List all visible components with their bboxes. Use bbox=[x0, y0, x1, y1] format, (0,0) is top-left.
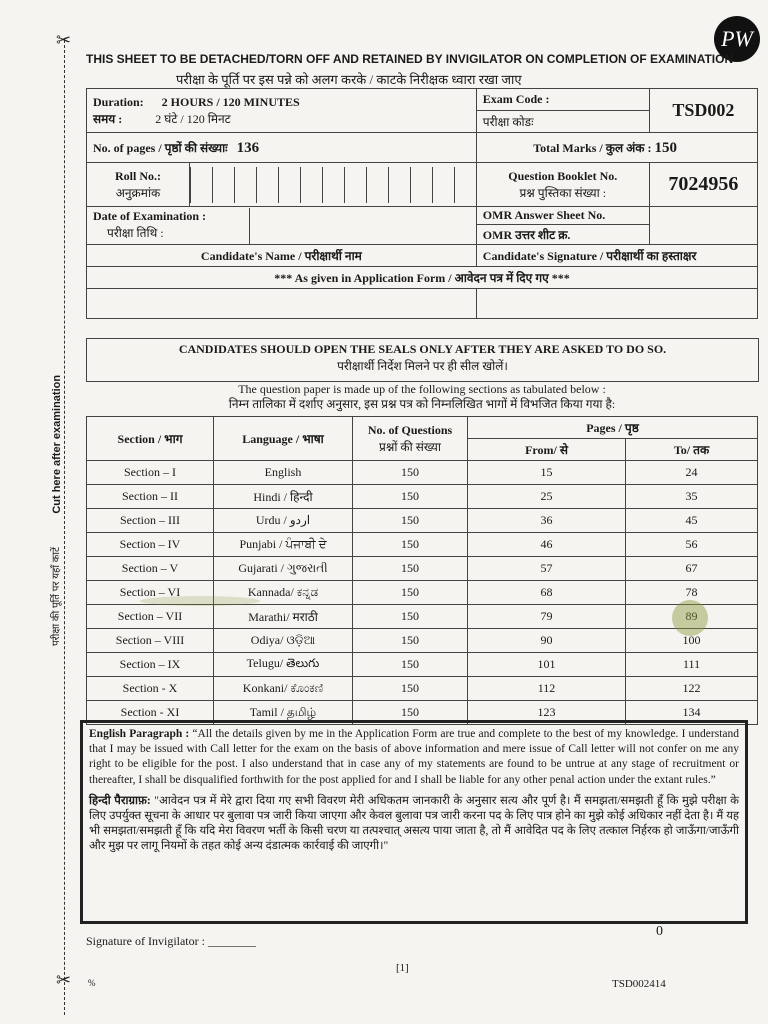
cell-from: 46 bbox=[468, 533, 626, 557]
cell-language: Konkani/ ಕೊಂಕಣಿ bbox=[214, 677, 353, 701]
booklet-number: 7024956 bbox=[649, 163, 757, 207]
cell-from: 79 bbox=[468, 605, 626, 629]
cell-to: 24 bbox=[626, 461, 758, 485]
cell-from: 57 bbox=[468, 557, 626, 581]
cell-q: 150 bbox=[353, 485, 468, 509]
cell-from: 68 bbox=[468, 581, 626, 605]
cell-section: Section - X bbox=[87, 677, 214, 701]
header-to: To/ तक bbox=[626, 439, 758, 461]
cell-section: Section – III bbox=[87, 509, 214, 533]
candidate-name-label: Candidate's Name / परीक्षार्थी नाम bbox=[87, 245, 477, 267]
cell-to: 45 bbox=[626, 509, 758, 533]
cell-to: 67 bbox=[626, 557, 758, 581]
cell-q: 150 bbox=[353, 653, 468, 677]
table-row bbox=[87, 629, 758, 653]
stain bbox=[140, 596, 260, 606]
cell-section: Section – I bbox=[87, 461, 214, 485]
pw-logo: PW bbox=[714, 16, 760, 62]
exam-code-label: Exam Code : bbox=[476, 89, 649, 111]
table-row bbox=[87, 533, 758, 557]
declaration-box: English Paragraph : “All the details given by me in the Application Form are true and complete to the best of my knowledge. I understand that I may be issued with Call letter for the exam on the basis of above information and mere issue of Call letter will not confer on me any right to be eligible for the post. I also understand that in case any of my statements are found to be untrue at any stage of recruitment or thereafter, I shall be disqualified forthwith for the post applied for and I shall be liable for any other penal action under the extant rules.” हिन्दी पैराग्राफ़: "आवेदन पत्र में मेरे द्वारा दिया गए सभी विवरण मेरी अधिकतम जानकारी के अनुसार सत्य और पूर्ण है। मैं समझता/समझती हूँ कि मुझे परीक्षा के लिए उपर्युक्त सूचना के आधार पर बुलावा पत्र जारी किया जाएगा और केवल बुलावा पत्र जारी करना पद के लिए पात्र होने का मुझे कोई अधिकार नहीं देता है। मैं यह भी समझता/समझती हूँ कि यदि मेरा विवरण भर्ती के किसी चरण या तत्पश्चात् असत्य पाया जाता है, तो मैं आवेदित पद के लिए तत्काल निर्हरक हो जाऊँगा/जाऊँगी और मुझ पर लागू नियमों के तहत कोई अन्य दंडात्मक कार्रवाई की जाएगी।" bbox=[80, 720, 748, 924]
table-row bbox=[87, 677, 758, 701]
invigilator-signature: Signature of Invigilator : ________ bbox=[86, 934, 256, 948]
as-given-note: *** As given in Application Form / आवेदन पत्र में दिए गए *** bbox=[87, 267, 758, 289]
cell-from: 101 bbox=[468, 653, 626, 677]
cell-from: 15 bbox=[468, 461, 626, 485]
cell-q: 150 bbox=[353, 557, 468, 581]
cell-from: 123 bbox=[468, 701, 626, 725]
cell-q: 150 bbox=[353, 581, 468, 605]
candidate-signature-label: Candidate's Signature / परीक्षार्थी का हस्ताक्षर bbox=[476, 245, 757, 267]
cell-to: 122 bbox=[626, 677, 758, 701]
cell-to: 78 bbox=[626, 581, 758, 605]
duration-cell: Duration: 2 HOURS / 120 MINUTES समय : 2 घंटे / 120 मिनट bbox=[87, 89, 477, 133]
cell-from: 112 bbox=[468, 677, 626, 701]
header-language: Language / भाषा bbox=[214, 417, 353, 461]
cell-from: 36 bbox=[468, 509, 626, 533]
header-english: THIS SHEET TO BE DETACHED/TORN OFF AND RETAINED BY INVIGILATOR ON COMPLETION OF EXAMINATION bbox=[86, 52, 734, 66]
table-row bbox=[87, 557, 758, 581]
cell-q: 150 bbox=[353, 677, 468, 701]
cell-from: 90 bbox=[468, 629, 626, 653]
cell-section: Section – VI bbox=[87, 581, 214, 605]
booklet-label-cell: Question Booklet No. प्रश्न पुस्तिका संख्या : bbox=[476, 163, 649, 207]
header-from: From/ से bbox=[468, 439, 626, 461]
roll-label-cell: Roll No.: अनुक्रमांक bbox=[87, 163, 190, 207]
cell-section: Section – VII bbox=[87, 605, 214, 629]
cell-language: Marathi/ मराठी bbox=[214, 605, 353, 629]
table-row bbox=[87, 485, 758, 509]
scissors-icon: ✂ bbox=[56, 970, 72, 990]
table-row bbox=[87, 653, 758, 677]
cell-language: Telugu/ తెలుగు bbox=[214, 653, 353, 677]
cell-from: 25 bbox=[468, 485, 626, 509]
sections-intro: The question paper is made up of the following sections as tabulated below : निम्न तालिका में दर्शाए अनुसार, इस प्रश्न पत्र को निम्नलिखित भागों में विभजित किया गया है: bbox=[228, 382, 616, 411]
cell-language: Punjabi / ਪੰਜਾਬੀ ਦੇ bbox=[214, 533, 353, 557]
page-number: [1] bbox=[396, 962, 409, 974]
cell-section: Section – IV bbox=[87, 533, 214, 557]
cell-language: Urdu / اردو bbox=[214, 509, 353, 533]
cell-section: Section – II bbox=[87, 485, 214, 509]
omr-label-cell: OMR Answer Sheet No. OMR उत्तर शीट क्र. bbox=[476, 207, 649, 245]
scissors-icon: ✂ bbox=[56, 30, 72, 50]
header-hindi: परीक्षा के पूर्ति पर इस पन्ने को अलग करके / काटके निरीक्षक ध्वारा रखा जाए bbox=[176, 72, 522, 87]
table-row bbox=[87, 509, 758, 533]
cut-instruction: परीक्षा की पूर्ति पर यहाँ काटें Cut here after examination bbox=[51, 374, 63, 646]
cell-language: Tamil / தமிழ் bbox=[214, 701, 353, 725]
cell-q: 150 bbox=[353, 605, 468, 629]
omr-input[interactable] bbox=[649, 207, 757, 245]
marks-cell: Total Marks / कुल अंक : 150 bbox=[476, 133, 757, 163]
cell-section: Section – V bbox=[87, 557, 214, 581]
table-row bbox=[87, 461, 758, 485]
cell-section: Section – IX bbox=[87, 653, 214, 677]
candidate-signature-input[interactable] bbox=[476, 289, 757, 319]
cell-q: 150 bbox=[353, 701, 468, 725]
cell-to: 134 bbox=[626, 701, 758, 725]
cell-language: Gujarati / ગુજરાતી bbox=[214, 557, 353, 581]
exam-code-value: TSD002 bbox=[649, 89, 757, 133]
cell-to: 89 bbox=[626, 605, 758, 629]
pages-cell: No. of pages / पृष्ठों की संख्याः 136 bbox=[87, 133, 477, 163]
header-section: Section / भाग bbox=[87, 417, 214, 461]
cell-section: Section – VIII bbox=[87, 629, 214, 653]
cell-section: Section - XI bbox=[87, 701, 214, 725]
header-pages: Pages / पृष्ठ bbox=[468, 417, 758, 439]
cell-language: Kannada/ ಕನ್ನಡ bbox=[214, 581, 353, 605]
sections-table bbox=[86, 416, 758, 725]
table-row bbox=[87, 605, 758, 629]
cell-to: 111 bbox=[626, 653, 758, 677]
handwritten-mark: 0 bbox=[656, 924, 663, 939]
cell-to: 56 bbox=[626, 533, 758, 557]
cell-language: Odiya/ ଓଡ଼ିଆ bbox=[214, 629, 353, 653]
cell-q: 150 bbox=[353, 509, 468, 533]
exam-code-hindi: परीक्षा कोडः bbox=[476, 111, 649, 133]
document-code: TSD002414 bbox=[612, 978, 666, 990]
cell-language: Hindi / हिन्दी bbox=[214, 485, 353, 509]
cell-to: 35 bbox=[626, 485, 758, 509]
cell-language: English bbox=[214, 461, 353, 485]
candidate-name-input[interactable] bbox=[87, 289, 477, 319]
roll-number-boxes[interactable] bbox=[190, 163, 477, 207]
header-questions: No. of Questions प्रश्नों की संख्या bbox=[353, 417, 468, 461]
percent-mark: % bbox=[88, 978, 96, 988]
cell-to: 100 bbox=[626, 629, 758, 653]
cell-q: 150 bbox=[353, 461, 468, 485]
cell-q: 150 bbox=[353, 533, 468, 557]
doe-cell: Date of Examination : परीक्षा तिथि : bbox=[87, 207, 477, 245]
doe-input[interactable] bbox=[250, 208, 476, 244]
cell-q: 150 bbox=[353, 629, 468, 653]
seal-notice: CANDIDATES SHOULD OPEN THE SEALS ONLY AFTER THEY ARE ASKED TO DO SO. परीक्षार्थी निर्देश मिलने पर ही सील खोलें। bbox=[86, 338, 759, 382]
stain bbox=[672, 600, 708, 636]
exam-info-table bbox=[86, 88, 758, 319]
